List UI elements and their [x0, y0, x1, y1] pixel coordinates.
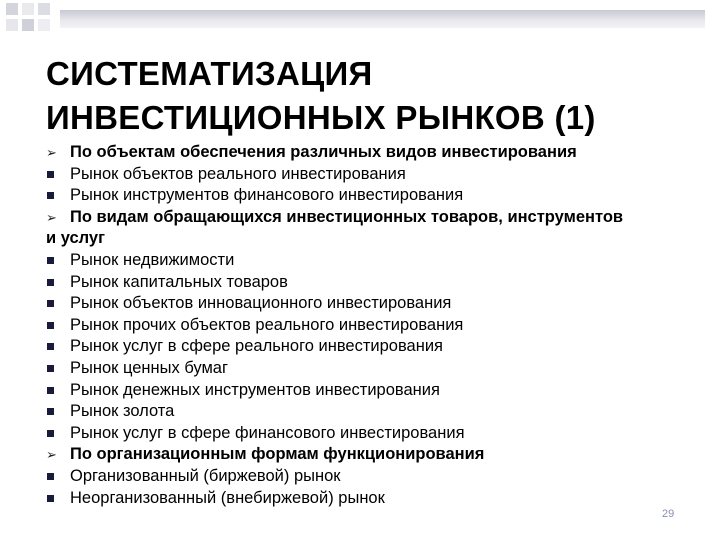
arrow-bullet-icon: ➢	[46, 209, 57, 225]
bullet-list	[46, 142, 696, 509]
decorative-header	[0, 0, 720, 40]
list-item	[46, 185, 696, 207]
list-item	[46, 444, 696, 466]
list-item	[46, 488, 696, 510]
list-item-text: Рынок капитальных товаров	[70, 272, 288, 291]
list-item	[46, 207, 696, 229]
list-item	[46, 380, 696, 402]
deco-square	[22, 19, 34, 31]
list-item-text: Рынок прочих объектов реального инвестирования	[70, 315, 464, 334]
list-item	[46, 250, 696, 272]
list-item	[46, 142, 696, 164]
page-number: 29	[662, 508, 675, 520]
deco-square	[6, 19, 18, 31]
list-item-text: Рынок ценных бумаг	[70, 358, 229, 377]
square-bullet-icon	[46, 250, 70, 272]
list-item	[46, 336, 696, 358]
list-item-text: Организованный (биржевой) рынок	[70, 466, 341, 485]
deco-square	[22, 3, 34, 15]
list-item	[46, 423, 696, 445]
square-bullet-icon	[46, 488, 70, 510]
square-bullet-icon	[46, 466, 70, 488]
list-item-continuation	[46, 228, 696, 250]
square-bullet-icon	[46, 315, 70, 337]
square-bullet-icon	[46, 401, 70, 423]
square-bullet-icon	[46, 272, 70, 294]
list-item-text: Рынок объектов инновационного инвестирования	[70, 294, 452, 313]
slide-title	[46, 52, 706, 140]
list-item-text: По организационным формам функционирования	[70, 445, 485, 464]
title-line-2: ИНВЕСТИЦИОННЫХ РЫНКОВ (1)	[46, 99, 596, 136]
list-item	[46, 164, 696, 186]
deco-square	[38, 19, 50, 31]
list-item-text: Рынок недвижимости	[70, 250, 235, 269]
list-item-text: Рынок услуг в сфере финансового инвестирования	[70, 423, 465, 442]
square-bullet-icon	[46, 293, 70, 315]
list-item-text: Рынок объектов реального инвестирования	[70, 164, 406, 183]
list-item-text: Рынок денежных инструментов инвестирования	[70, 380, 440, 399]
list-item-text: По объектам обеспечения различных видов инвестирования	[70, 143, 577, 161]
list-item-text: По видам обращающихся инвестиционных товаров, инструментов	[70, 207, 624, 226]
list-item-text: Рынок инструментов финансового инвестирования	[70, 186, 464, 205]
list-item-text: Рынок услуг в сфере реального инвестирования	[70, 337, 443, 356]
list-item	[46, 272, 696, 294]
list-item	[46, 358, 696, 380]
arrow-bullet-icon: ➢	[46, 145, 57, 160]
list-item	[46, 293, 696, 315]
list-item	[46, 401, 696, 423]
list-item-text-continuation: и услуг	[46, 229, 105, 248]
title-line-1: СИСТЕМАТИЗАЦИЯ	[46, 55, 373, 92]
list-item-text: Неорганизованный (внебиржевой) рынок	[70, 488, 385, 507]
deco-square	[6, 3, 18, 15]
arrow-bullet-icon: ➢	[46, 447, 57, 463]
square-bullet-icon	[46, 423, 70, 445]
list-item-text: Рынок золота	[70, 402, 175, 421]
deco-square	[38, 3, 50, 15]
list-item	[46, 466, 696, 488]
square-bullet-icon	[46, 185, 70, 207]
square-bullet-icon	[46, 380, 70, 402]
square-bullet-icon	[46, 164, 70, 186]
square-bullet-icon	[46, 336, 70, 358]
square-bullet-icon	[46, 358, 70, 380]
header-bar	[60, 10, 705, 28]
list-item	[46, 315, 696, 337]
